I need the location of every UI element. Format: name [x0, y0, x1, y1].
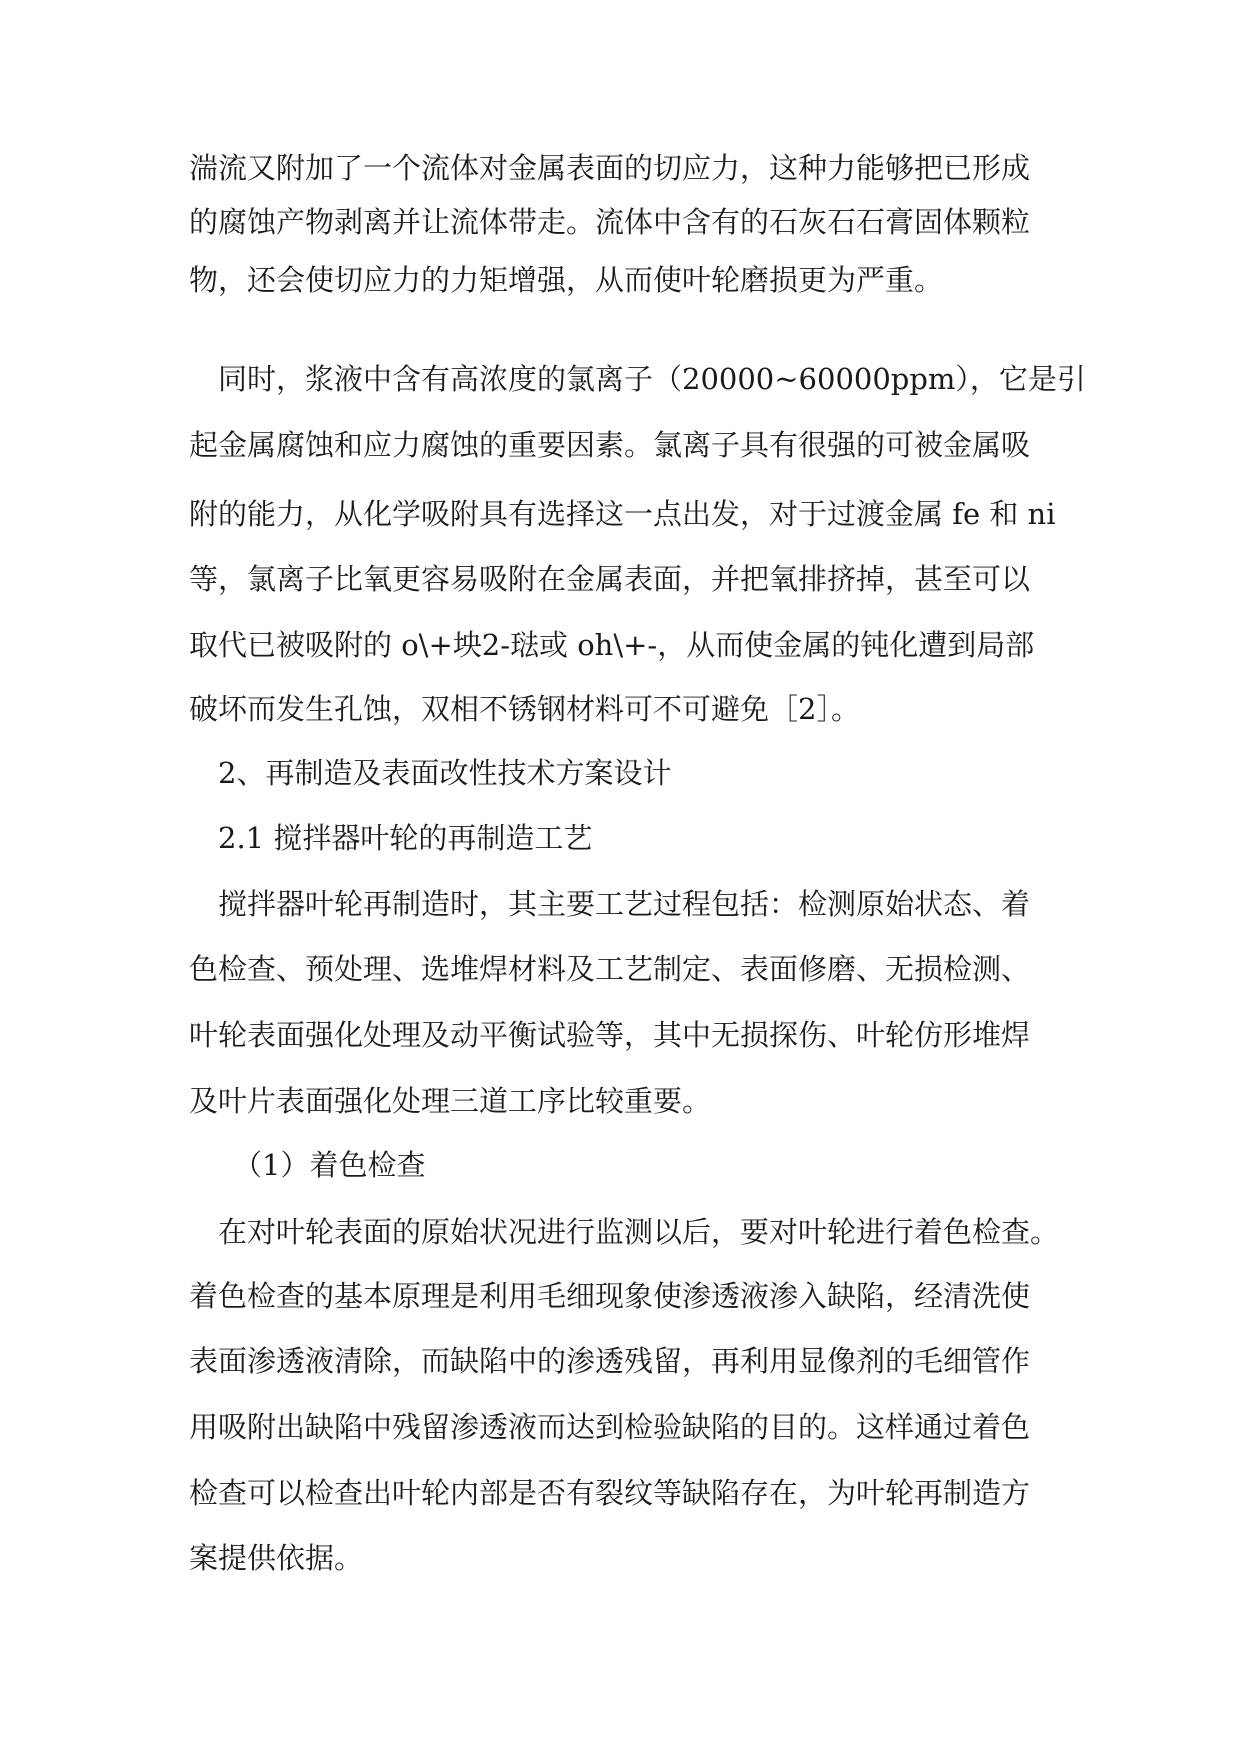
section-heading: 2、再制造及表面改性技术方案设计: [218, 756, 672, 790]
text-line: 附的能力，从化学吸附具有选择这一点出发，对于过渡金属 fe 和 ni: [189, 497, 1056, 531]
text-line: 破坏而发生孔蚀，双相不锈钢材料可不可避免［2］。: [189, 692, 860, 726]
text-line: 叶轮表面强化处理及动平衡试验等，其中无损探伤、叶轮仿形堆焊: [189, 1018, 1031, 1052]
text-line: 表面渗透液清除，而缺陷中的渗透残留，再利用显像剂的毛细管作: [189, 1344, 1031, 1378]
item-heading: （1）着色检查: [233, 1148, 426, 1182]
text-line: 搅拌器叶轮再制造时，其主要工艺过程包括：检测原始状态、着: [218, 887, 1031, 921]
text-line: 物，还会使切应力的力矩增强，从而使叶轮磨损更为严重。: [189, 263, 944, 297]
text-line: 同时，浆液中含有高浓度的氯离子（20000~60000ppm），它是引: [218, 362, 1086, 396]
text-line: 用吸附出缺陷中残留渗透液而达到检验缺陷的目的。这样通过着色: [189, 1410, 1031, 1444]
text-line: 在对叶轮表面的原始状况进行监测以后，要对叶轮进行着色检查。: [218, 1215, 1060, 1249]
text-line: 取代已被吸附的 o\+坱2-琺或 oh\+-，从而使金属的钝化遭到局部: [189, 628, 1035, 662]
text-line: 色检查、预处理、选堆焊材料及工艺制定、表面修磨、无损检测、: [189, 952, 1031, 986]
text-line: 及叶片表面强化处理三道工序比较重要。: [189, 1084, 712, 1118]
text-line: 案提供依据。: [189, 1541, 364, 1575]
text-line: 着色检查的基本原理是利用毛细现象使渗透液渗入缺陷，经清洗使: [189, 1279, 1031, 1313]
text-line: 湍流又附加了一个流体对金属表面的切应力，这种力能够把已形成: [189, 151, 1031, 185]
text-line: 检查可以检查出叶轮内部是否有裂纹等缺陷存在，为叶轮再制造方: [189, 1476, 1031, 1510]
text-line: 的腐蚀产物剥离并让流体带走。流体中含有的石灰石石膏固体颗粒: [189, 205, 1031, 239]
text-line: 等，氯离子比氧更容易吸附在金属表面，并把氧排挤掉，甚至可以: [189, 562, 1031, 596]
subsection-heading: 2.1 搅拌器叶轮的再制造工艺: [218, 821, 593, 855]
text-line: 起金属腐蚀和应力腐蚀的重要因素。氯离子具有很强的可被金属吸: [189, 428, 1031, 462]
